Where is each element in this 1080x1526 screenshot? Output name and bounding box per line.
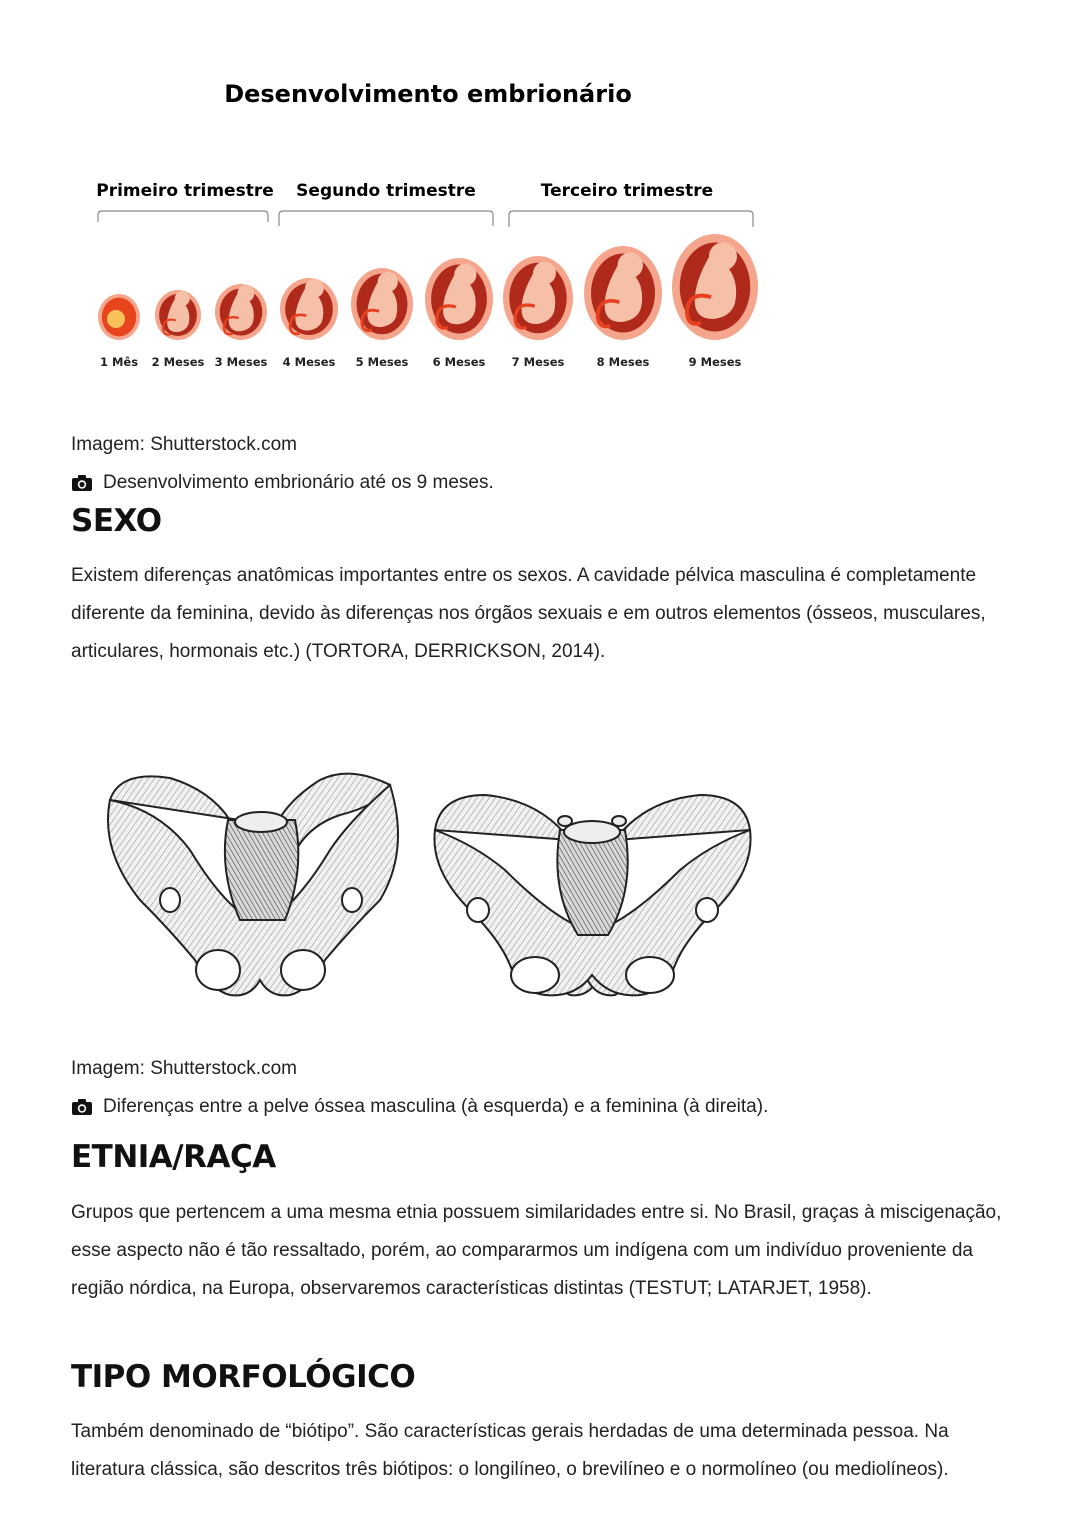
month-label-2: 2 Meses <box>151 355 205 369</box>
month-labels <box>100 355 742 369</box>
embryo-development-figure <box>80 70 780 390</box>
month-label-7: 7 Meses <box>511 355 565 369</box>
caption-text: Diferenças entre a pelve óssea masculina (à esquerda) e a feminina (à direita). <box>103 1096 769 1117</box>
embryo-month-4 <box>280 278 338 340</box>
male-pelvis-illustration <box>108 774 398 996</box>
section-heading-sexo: SEXO <box>71 503 162 539</box>
figure-title: Desenvolvimento embrionário <box>224 80 632 108</box>
embryo-month-3 <box>215 284 267 340</box>
camera-icon <box>71 1098 93 1116</box>
section-text-etnia: Grupos que pertencem a uma mesma etnia possuem similaridades entre si. No Brasil, graças à miscigenação, esse aspecto não é tão ressaltado, porém, ao compararmos um indígena com um indivíduo proveniente da região nórdica, na Europa, observaremos características distintas (TESTUT; LATARJET, 1958). <box>71 1202 1002 1299</box>
embryo-sequence <box>98 234 758 340</box>
month-label-9: 9 Meses <box>688 355 742 369</box>
embryo-month-9 <box>672 234 758 340</box>
pelvis-image-credit: Imagem: Shutterstock.com <box>71 1058 297 1079</box>
trimester-bracket-1 <box>98 211 268 222</box>
month-label-8: 8 Meses <box>596 355 650 369</box>
embryo-month-2 <box>155 290 201 340</box>
caption-text: Desenvolvimento embrionário até os 9 meses. <box>103 472 494 493</box>
embryo-month-7 <box>503 256 573 340</box>
embryo-month-1 <box>98 294 140 340</box>
section-heading-tipo-morfologico: TIPO MORFOLÓGICO <box>71 1359 416 1395</box>
month-label-6: 6 Meses <box>432 355 486 369</box>
female-pelvis-illustration <box>434 795 750 995</box>
embryo-month-5 <box>351 268 413 340</box>
embryo-month-6 <box>425 258 493 340</box>
pelvis-image-caption <box>71 1095 768 1119</box>
trimester-label-1: Primeiro trimestre <box>96 181 274 201</box>
section-text-sexo: Existem diferenças anatômicas importantes entre os sexos. A cavidade pélvica masculina é completamente diferente da feminina, devido às diferenças nos órgãos sexuais e em outros elementos (ósseos, musculares, articulares, hormonais etc.) (TORTORA, DERRICKSON, 2014). <box>71 565 986 662</box>
pelvis-comparison-figure <box>100 760 760 1005</box>
section-text-tipo-morfologico: Também denominado de “biótipo”. São características gerais herdadas de uma determinada pessoa. Na literatura clássica, são descritos três biótipos: o longilíneo, o brevilíneo e o normolíneo (ou mediolíneos). <box>71 1421 949 1480</box>
trimester-bracket-3 <box>509 211 753 227</box>
embryo-image-credit: Imagem: Shutterstock.com <box>71 434 297 455</box>
month-label-3: 3 Meses <box>214 355 268 369</box>
section-heading-etnia: ETNIA/RAÇA <box>71 1139 276 1175</box>
embryo-month-8 <box>584 246 662 340</box>
trimester-bracket-2 <box>279 211 493 226</box>
month-label-4: 4 Meses <box>282 355 336 369</box>
camera-icon <box>71 474 93 492</box>
embryo-image-caption <box>71 471 494 495</box>
month-label-1: 1 Mês <box>99 355 139 369</box>
trimester-label-2: Segundo trimestre <box>296 181 476 201</box>
month-label-5: 5 Meses <box>355 355 409 369</box>
trimester-label-3: Terceiro trimestre <box>540 181 714 201</box>
